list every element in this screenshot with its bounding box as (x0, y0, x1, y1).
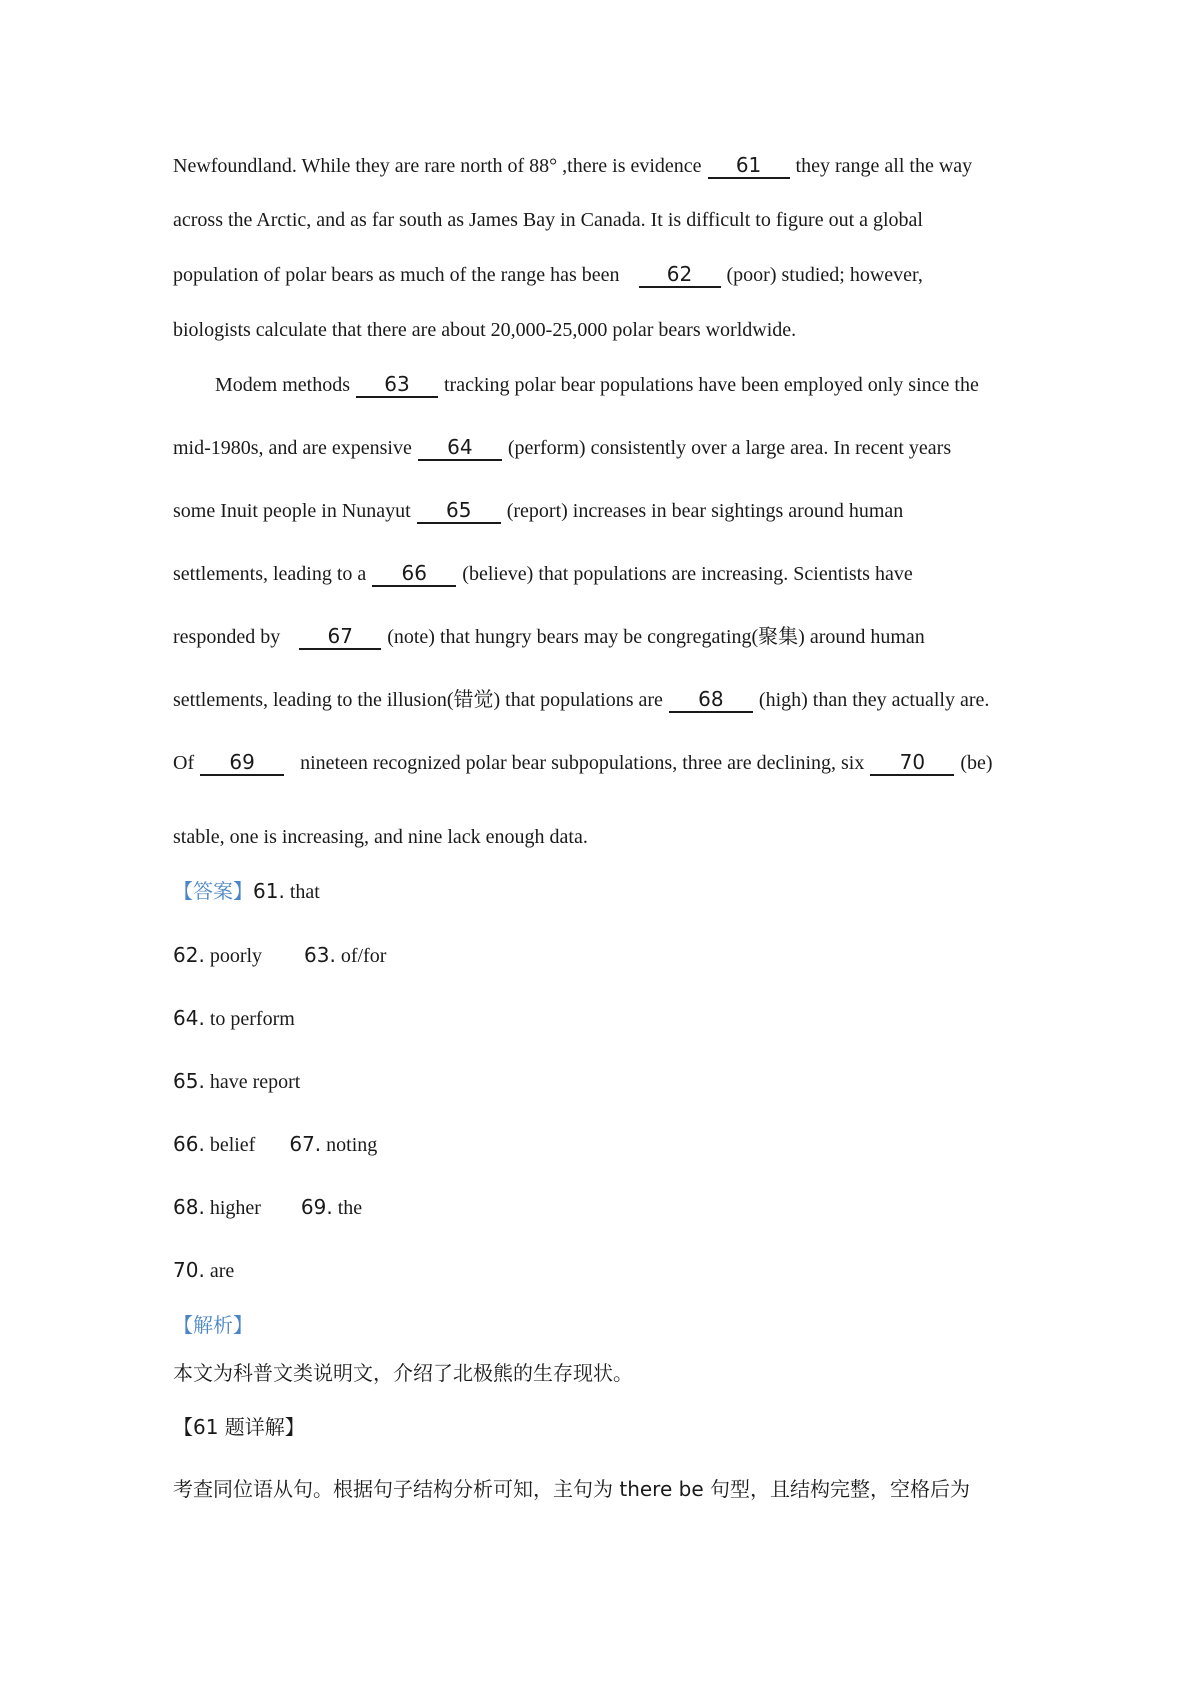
blank-64: 64 (418, 435, 502, 461)
passage-text: biologists calculate that there are about 20,000-25,000 polar bears worldwide. (173, 319, 797, 341)
answer-line (173, 1004, 295, 1033)
passage-line (173, 261, 923, 289)
analysis-line (173, 1413, 305, 1441)
answer-line (173, 1256, 234, 1285)
passage-text: responded by (173, 626, 281, 648)
passage-text: Newfoundland. While they are rare north of 88° ,there is evidence (173, 155, 702, 177)
passage-text: some Inuit people in Nunayut (173, 500, 411, 522)
blank-63: 63 (356, 372, 438, 398)
answer-number: 63. (304, 943, 336, 967)
analysis-line (173, 1311, 253, 1340)
answer-text: have report (209, 1071, 301, 1093)
answer-text: to perform (209, 1008, 295, 1030)
passage-line (215, 371, 979, 399)
answer-number: 66. (173, 1132, 205, 1156)
question-explanation: 考查同位语从句。根据句子结构分析可知，主句为 there be 句型，且结构完整，空格后为 (173, 1477, 970, 1501)
passage-text: settlements, leading to a (173, 563, 367, 585)
analysis-summary: 本文为科普文类说明文，介绍了北极熊的生存现状。 (173, 1361, 633, 1385)
answer-number: 62. (173, 943, 205, 967)
passage-text: across the Arctic, and as far south as James Bay in Canada. It is difficult to figure out a global (173, 209, 923, 231)
analysis-label: 【解析】 (173, 1313, 253, 1337)
blank-68: 68 (669, 687, 753, 713)
passage-text: population of polar bears as much of the range has been (173, 264, 620, 286)
passage-text: (be) (960, 752, 993, 774)
passage-text: (high) than they actually are. (758, 689, 990, 711)
passage-text: (perform) consistently over a large area. In recent years (507, 437, 952, 459)
passage-text: tracking polar bear populations have been employed only since the (444, 374, 979, 396)
passage-line (173, 434, 951, 462)
passage-text: mid-1980s, and are expensive (173, 437, 412, 459)
answer-line (173, 1130, 377, 1159)
answer-label: 【答案】 (173, 879, 253, 903)
passage-text: (believe) that populations are increasing. Scientists have (462, 563, 913, 585)
passage-line (173, 623, 925, 651)
passage-text: nineteen recognized polar bear subpopulations, three are declining, six (300, 752, 865, 774)
answer-text: are (209, 1260, 235, 1282)
answer-number: 61. (253, 879, 285, 903)
answer-text: that (289, 881, 320, 903)
blank-61: 61 (708, 153, 790, 179)
blank-66: 66 (372, 561, 456, 587)
answer-number: 65. (173, 1069, 205, 1093)
answer-text: poorly (209, 945, 263, 967)
passage-text: Modem methods (215, 374, 350, 396)
blank-65: 65 (417, 498, 501, 524)
answer-text: belief (209, 1134, 256, 1156)
answer-text: noting (326, 1134, 378, 1156)
question-heading: 【61 题详解】 (173, 1415, 305, 1439)
passage-line (173, 497, 903, 525)
blank-67: 67 (299, 624, 381, 650)
passage-line (173, 749, 993, 777)
passage-text: (note) that hungry bears may be congregating(聚集) around human (387, 626, 925, 648)
answer-line (173, 1067, 300, 1096)
passage-text: (poor) studied; however, (726, 264, 923, 286)
analysis-line (173, 1475, 970, 1503)
passage-text: settlements, leading to the illusion(错觉) that populations are (173, 689, 663, 711)
answer-line (173, 941, 386, 970)
answer-number: 68. (173, 1195, 205, 1219)
passage-line (173, 686, 989, 714)
answer-text: higher (209, 1197, 261, 1219)
answer-line (173, 877, 320, 906)
answer-number: 70. (173, 1258, 205, 1282)
answer-number: 67. (289, 1132, 322, 1156)
answer-line (173, 1193, 362, 1222)
blank-69: 69 (200, 750, 284, 776)
passage-text: they range all the way (795, 155, 973, 177)
answer-number: 69. (300, 1195, 333, 1219)
passage-line (173, 152, 972, 180)
passage-line (173, 560, 913, 588)
passage-text: (report) increases in bear sightings around human (506, 500, 904, 522)
blank-70: 70 (870, 750, 954, 776)
passage-line (173, 823, 588, 851)
answer-text: of/for (340, 945, 387, 967)
answer-number: 64. (173, 1006, 205, 1030)
passage-text: stable, one is increasing, and nine lack enough data. (173, 826, 588, 848)
passage-line (173, 206, 923, 234)
blank-62: 62 (639, 262, 721, 288)
passage-text: Of (173, 752, 195, 774)
analysis-line (173, 1359, 633, 1387)
passage-line (173, 316, 796, 344)
answer-text: the (337, 1197, 363, 1219)
